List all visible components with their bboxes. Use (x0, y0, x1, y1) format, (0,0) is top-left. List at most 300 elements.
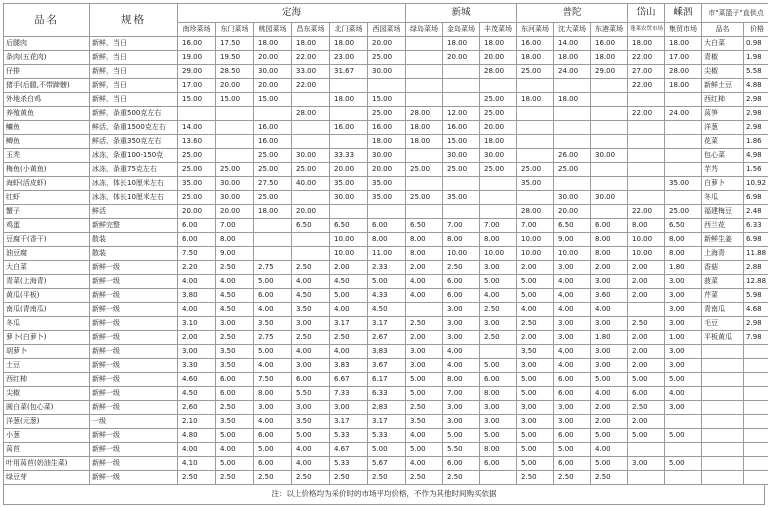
table-row (4, 205, 768, 219)
direct-supply-price (744, 429, 768, 443)
market-header: 绿岛菜场 (406, 23, 443, 37)
price-cell: 29.00 (591, 65, 628, 79)
price-cell: 18.00 (517, 51, 554, 65)
price-cell: 5.33 (330, 429, 368, 443)
price-cell: 24.00 (554, 65, 591, 79)
price-cell: 6.00 (480, 373, 517, 387)
direct-supply-price: 2.48 (744, 205, 768, 219)
price-cell: 2.10 (178, 415, 216, 429)
item-spec: 新鲜一级 (90, 275, 178, 289)
price-cell: 18.00 (406, 135, 443, 149)
price-cell: 1.00 (665, 331, 702, 345)
price-cell: 4.33 (368, 289, 406, 303)
item-spec: 新鲜，条重500克左右 (90, 107, 178, 121)
direct-supply-price (744, 359, 768, 373)
table-row (4, 429, 768, 443)
price-cell: 5.00 (254, 345, 292, 359)
item-spec: 新鲜，当日 (90, 65, 178, 79)
direct-supply-price: 6.33 (744, 219, 768, 233)
price-cell: 25.00 (368, 51, 406, 65)
price-table-body (4, 37, 768, 485)
price-cell: 5.00 (665, 457, 702, 471)
price-cell: 18.00 (517, 93, 554, 107)
price-cell: 18.00 (330, 93, 368, 107)
price-cell: 30.00 (216, 177, 254, 191)
price-cell: 22.00 (292, 51, 330, 65)
price-cell (517, 107, 554, 121)
price-cell: 2.00 (591, 261, 628, 275)
price-cell: 5.00 (517, 387, 554, 401)
price-cell: 5.00 (480, 359, 517, 373)
direct-supply-item (702, 387, 744, 401)
price-cell: 8.00 (443, 233, 480, 247)
price-cell (517, 149, 554, 163)
price-cell: 20.00 (443, 51, 480, 65)
price-cell: 4.00 (480, 289, 517, 303)
price-cell: 18.00 (292, 37, 330, 51)
price-cell: 25.00 (480, 107, 517, 121)
price-cell: 7.00 (443, 387, 480, 401)
price-cell (216, 121, 254, 135)
price-cell: 28.00 (480, 65, 517, 79)
price-cell: 11.00 (368, 247, 406, 261)
market-header: 东港菜场 (591, 23, 628, 37)
price-cell: 6.00 (216, 373, 254, 387)
price-cell: 5.00 (480, 275, 517, 289)
table-row (4, 331, 768, 345)
price-cell: 25.00 (480, 163, 517, 177)
direct-supply-item (702, 471, 744, 485)
price-cell: 25.00 (406, 163, 443, 177)
item-spec: 新鲜，当日 (90, 79, 178, 93)
price-cell: 3.00 (443, 331, 480, 345)
price-cell: 3.00 (554, 415, 591, 429)
price-cell: 35.00 (178, 177, 216, 191)
direct-supply-item: 新鲜土豆 (702, 79, 744, 93)
price-cell: 3.00 (330, 401, 368, 415)
price-cell: 3.00 (554, 401, 591, 415)
price-cell: 15.00 (443, 135, 480, 149)
price-cell (665, 93, 702, 107)
price-cell: 2.50 (480, 331, 517, 345)
price-cell: 2.60 (178, 401, 216, 415)
price-cell: 4.00 (254, 359, 292, 373)
price-cell (216, 135, 254, 149)
table-row (4, 373, 768, 387)
price-cell: 3.00 (480, 415, 517, 429)
header-spec: 规格 (90, 4, 178, 37)
price-cell (591, 163, 628, 177)
price-cell: 30.00 (368, 149, 406, 163)
price-cell: 4.60 (178, 373, 216, 387)
market-header: 丰茂菜场 (480, 23, 517, 37)
direct-supply-price: 0.98 (744, 37, 768, 51)
table-row (4, 289, 768, 303)
table-row (4, 163, 768, 177)
price-cell: 3.80 (178, 289, 216, 303)
item-name: 土豆 (4, 359, 90, 373)
price-cell: 10.00 (628, 233, 665, 247)
price-cell (554, 121, 591, 135)
price-cell: 14.00 (178, 121, 216, 135)
price-cell: 3.00 (665, 345, 702, 359)
price-cell: 3.00 (292, 317, 330, 331)
direct-supply-price: 5.98 (744, 289, 768, 303)
direct-supply-item: 尖椒 (702, 65, 744, 79)
header-group-putuo: 普陀 (517, 4, 628, 23)
market-header: 西园菜场 (368, 23, 406, 37)
price-cell: 27.50 (254, 177, 292, 191)
price-cell: 3.00 (406, 359, 443, 373)
market-header: 沈大菜场 (554, 23, 591, 37)
price-cell: 2.50 (368, 471, 406, 485)
price-cell: 2.50 (628, 317, 665, 331)
table-row (4, 317, 768, 331)
price-cell: 20.00 (368, 163, 406, 177)
price-cell: 3.00 (480, 261, 517, 275)
item-name: 海虾(活皮虾) (4, 177, 90, 191)
item-name: 鳙鱼 (4, 121, 90, 135)
item-name: 猪手(后腿,不带蹄髈) (4, 79, 90, 93)
price-cell: 6.00 (368, 219, 406, 233)
price-cell: 8.00 (665, 247, 702, 261)
price-cell: 2.33 (368, 261, 406, 275)
price-cell: 27.00 (628, 65, 665, 79)
price-cell: 3.50 (292, 415, 330, 429)
header-group-shengsi: 嵊泗 (665, 4, 702, 23)
price-cell: 9.00 (216, 247, 254, 261)
direct-supply-price: 1.86 (744, 135, 768, 149)
price-cell (591, 177, 628, 191)
price-cell: 5.00 (216, 457, 254, 471)
price-cell (628, 93, 665, 107)
price-cell: 25.00 (292, 163, 330, 177)
price-cell (517, 135, 554, 149)
price-cell: 8.00 (406, 247, 443, 261)
price-cell: 2.00 (628, 331, 665, 345)
right-price-header: 价格 (744, 23, 768, 37)
item-name: 叶用莴苣(奶油生菜) (4, 457, 90, 471)
item-name: 南瓜(青南瓜) (4, 303, 90, 317)
price-cell: 20.00 (554, 205, 591, 219)
price-cell: 18.00 (254, 37, 292, 51)
price-cell (443, 93, 480, 107)
price-cell: 16.00 (443, 121, 480, 135)
price-cell: 2.50 (517, 471, 554, 485)
item-name: 小葱 (4, 429, 90, 443)
direct-supply-price (744, 415, 768, 429)
price-cell (254, 107, 292, 121)
price-cell: 4.50 (216, 289, 254, 303)
table-row (4, 275, 768, 289)
price-cell: 2.50 (517, 317, 554, 331)
price-cell (665, 471, 702, 485)
price-cell: 5.00 (330, 289, 368, 303)
price-cell: 4.00 (254, 415, 292, 429)
price-cell: 3.00 (591, 359, 628, 373)
item-name: 黄瓜(平板) (4, 289, 90, 303)
price-cell: 23.00 (330, 51, 368, 65)
price-cell: 10.00 (554, 247, 591, 261)
price-cell (591, 107, 628, 121)
item-spec: 新鲜一级 (90, 359, 178, 373)
item-spec: 新鲜一级 (90, 387, 178, 401)
price-cell: 3.50 (216, 345, 254, 359)
price-cell: 4.50 (178, 387, 216, 401)
price-cell: 2.50 (216, 401, 254, 415)
price-cell: 4.00 (216, 275, 254, 289)
price-cell: 25.00 (406, 191, 443, 205)
price-cell: 2.00 (406, 331, 443, 345)
price-cell: 25.00 (480, 93, 517, 107)
price-cell: 18.00 (665, 37, 702, 51)
price-cell: 2.75 (254, 331, 292, 345)
price-cell: 6.00 (178, 233, 216, 247)
direct-supply-item: 芹菜 (702, 289, 744, 303)
price-cell: 3.00 (517, 359, 554, 373)
price-cell: 3.17 (368, 317, 406, 331)
price-cell: 4.00 (554, 359, 591, 373)
price-cell: 17.50 (216, 37, 254, 51)
price-cell (480, 177, 517, 191)
price-cell (591, 135, 628, 149)
price-cell (406, 177, 443, 191)
price-cell: 19.00 (178, 51, 216, 65)
price-cell: 10.00 (443, 247, 480, 261)
direct-supply-item: 福建梅豆 (702, 205, 744, 219)
price-cell: 6.00 (443, 289, 480, 303)
price-cell: 2.50 (406, 401, 443, 415)
price-cell: 35.00 (443, 191, 480, 205)
price-cell: 7.33 (330, 387, 368, 401)
table-row (4, 219, 768, 233)
price-cell: 29.00 (178, 65, 216, 79)
price-cell: 2.50 (330, 471, 368, 485)
price-cell: 4.00 (330, 303, 368, 317)
price-cell: 4.00 (406, 289, 443, 303)
price-cell: 2.50 (292, 471, 330, 485)
direct-supply-price (744, 345, 768, 359)
price-cell: 25.00 (254, 163, 292, 177)
direct-supply-item: 白萝卜 (702, 177, 744, 191)
price-cell: 8.00 (216, 233, 254, 247)
price-cell (554, 177, 591, 191)
price-cell: 10.00 (480, 247, 517, 261)
direct-supply-price: 1.56 (744, 163, 768, 177)
price-cell (628, 135, 665, 149)
price-cell (406, 149, 443, 163)
price-cell: 20.00 (216, 205, 254, 219)
price-cell: 6.00 (554, 429, 591, 443)
price-cell: 8.00 (443, 373, 480, 387)
price-cell: 8.00 (480, 443, 517, 457)
price-cell: 5.00 (554, 443, 591, 457)
direct-supply-price (744, 401, 768, 415)
table-row (4, 387, 768, 401)
price-cell (591, 121, 628, 135)
item-spec: 新鲜一级 (90, 303, 178, 317)
price-cell: 18.00 (480, 37, 517, 51)
direct-supply-price: 4.98 (744, 149, 768, 163)
item-spec: 冰冻，条重75克左右 (90, 163, 178, 177)
price-cell (480, 471, 517, 485)
item-spec: 新鲜，当日 (90, 93, 178, 107)
table-row (4, 261, 768, 275)
table-row (4, 303, 768, 317)
price-cell: 2.50 (406, 317, 443, 331)
price-cell: 3.17 (368, 415, 406, 429)
direct-supply-item: 香菇 (702, 261, 744, 275)
price-cell: 10.00 (330, 247, 368, 261)
price-cell: 3.50 (292, 303, 330, 317)
price-cell: 35.00 (368, 191, 406, 205)
price-cell: 8.00 (591, 233, 628, 247)
price-table-container (3, 3, 767, 498)
item-spec: 新鲜一级 (90, 317, 178, 331)
price-cell: 6.17 (368, 373, 406, 387)
direct-supply-item: 花菜 (702, 135, 744, 149)
price-cell (628, 443, 665, 457)
direct-supply-item: 上海青 (702, 247, 744, 261)
price-cell (628, 177, 665, 191)
item-name: 青菜(上海青) (4, 275, 90, 289)
price-cell: 5.00 (443, 429, 480, 443)
price-cell (292, 233, 330, 247)
price-cell: 16.00 (254, 135, 292, 149)
price-cell: 5.00 (665, 429, 702, 443)
price-cell: 4.00 (178, 303, 216, 317)
price-cell: 2.00 (178, 331, 216, 345)
header-group-dinghai: 定海 (178, 4, 406, 23)
price-cell: 2.00 (628, 289, 665, 303)
price-cell: 7.50 (254, 373, 292, 387)
price-cell: 30.00 (292, 149, 330, 163)
price-cell (480, 79, 517, 93)
price-cell: 2.50 (628, 401, 665, 415)
price-cell: 4.00 (554, 275, 591, 289)
price-cell: 2.67 (368, 331, 406, 345)
item-name: 后腿肉 (4, 37, 90, 51)
price-cell: 3.00 (591, 275, 628, 289)
table-row (4, 37, 768, 51)
price-cell (665, 121, 702, 135)
price-cell: 3.00 (665, 289, 702, 303)
price-cell: 5.00 (591, 457, 628, 471)
price-cell: 5.00 (254, 275, 292, 289)
price-cell: 3.00 (443, 401, 480, 415)
price-cell: 35.00 (330, 177, 368, 191)
price-cell: 5.00 (216, 429, 254, 443)
direct-supply-price (744, 387, 768, 401)
price-cell (292, 121, 330, 135)
price-cell: 25.00 (178, 163, 216, 177)
price-cell (216, 149, 254, 163)
price-cell (443, 79, 480, 93)
price-cell (628, 163, 665, 177)
price-cell: 3.83 (330, 359, 368, 373)
price-cell: 18.00 (443, 37, 480, 51)
price-cell: 3.00 (665, 317, 702, 331)
item-spec: 新鲜，当日 (90, 51, 178, 65)
direct-supply-item (702, 443, 744, 457)
price-cell (368, 79, 406, 93)
price-cell: 6.00 (591, 219, 628, 233)
price-cell: 18.00 (254, 205, 292, 219)
market-header: 南珍菜场 (178, 23, 216, 37)
price-cell: 8.00 (591, 247, 628, 261)
price-cell: 5.00 (406, 443, 443, 457)
direct-supply-price: 7.98 (744, 331, 768, 345)
market-header: 北门菜场 (330, 23, 368, 37)
price-cell (665, 149, 702, 163)
price-cell (591, 93, 628, 107)
price-cell (665, 443, 702, 457)
price-cell: 14.00 (554, 37, 591, 51)
price-cell (628, 149, 665, 163)
price-cell: 30.00 (591, 149, 628, 163)
direct-supply-price (744, 457, 768, 471)
price-cell: 25.00 (178, 149, 216, 163)
item-spec: 新鲜一级 (90, 289, 178, 303)
direct-supply-price (744, 373, 768, 387)
price-cell: 3.00 (517, 401, 554, 415)
price-cell: 25.00 (216, 163, 254, 177)
price-cell: 2.20 (178, 261, 216, 275)
price-cell: 25.00 (554, 163, 591, 177)
price-cell: 18.00 (554, 51, 591, 65)
price-cell: 4.50 (330, 275, 368, 289)
price-cell: 3.00 (292, 401, 330, 415)
price-cell: 22.00 (628, 51, 665, 65)
price-cell: 3.00 (591, 317, 628, 331)
price-cell (443, 177, 480, 191)
direct-supply-item: 新鲜生姜 (702, 233, 744, 247)
price-cell: 25.00 (254, 191, 292, 205)
item-spec: 新鲜一级 (90, 443, 178, 457)
price-cell: 3.67 (368, 359, 406, 373)
price-cell: 25.00 (517, 163, 554, 177)
price-cell: 13.60 (178, 135, 216, 149)
price-cell: 2.50 (330, 331, 368, 345)
price-cell: 6.00 (480, 457, 517, 471)
table-row (4, 359, 768, 373)
direct-supply-item: 西红柿 (702, 93, 744, 107)
price-cell: 3.00 (443, 303, 480, 317)
direct-supply-price: 4.88 (744, 79, 768, 93)
price-cell: 15.00 (254, 93, 292, 107)
item-spec: 散装 (90, 247, 178, 261)
price-cell: 4.00 (292, 345, 330, 359)
price-cell: 15.00 (216, 93, 254, 107)
price-cell: 5.00 (591, 429, 628, 443)
price-cell: 8.00 (480, 387, 517, 401)
price-cell: 28.00 (665, 65, 702, 79)
item-spec: 新鲜一级 (90, 457, 178, 471)
price-cell: 8.00 (665, 233, 702, 247)
header-row-groups (4, 4, 768, 23)
direct-supply-item: 包心菜 (702, 149, 744, 163)
price-cell: 22.00 (628, 205, 665, 219)
item-spec: 新鲜一级 (90, 429, 178, 443)
price-cell: 4.80 (178, 429, 216, 443)
price-cell: 5.00 (406, 387, 443, 401)
direct-supply-item: 青南瓜 (702, 303, 744, 317)
price-cell (554, 107, 591, 121)
header-group-xincheng: 新城 (406, 4, 517, 23)
price-cell: 18.00 (628, 37, 665, 51)
price-cell: 7.00 (517, 219, 554, 233)
item-spec: 新鲜一级 (90, 471, 178, 485)
